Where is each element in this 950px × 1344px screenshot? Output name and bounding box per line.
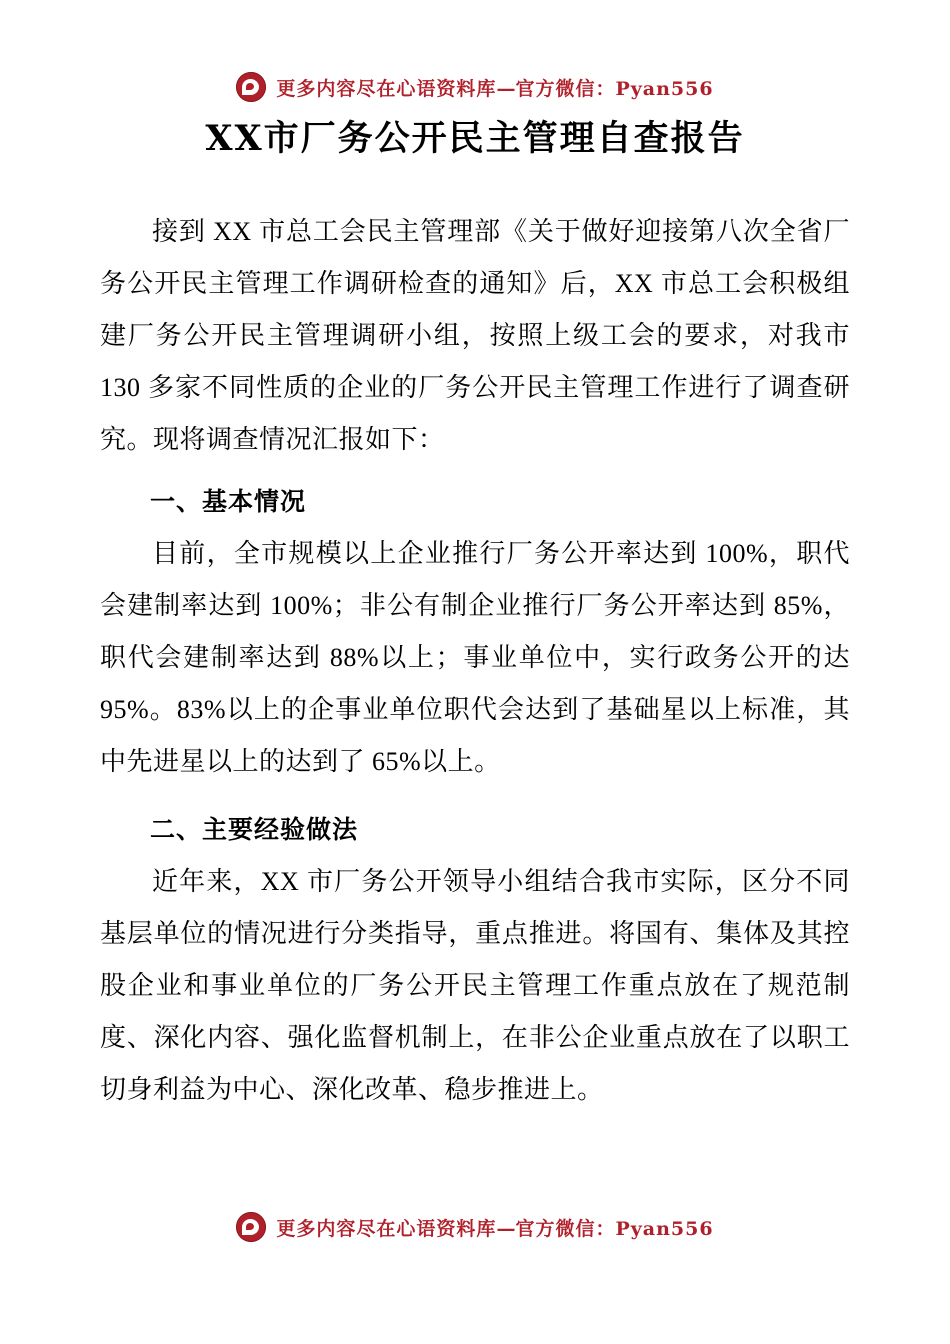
bird-logo-icon	[236, 1212, 266, 1242]
watermark-main-text: 更多内容尽在心语资料库	[276, 77, 497, 100]
section-heading-2: 二、主要经验做法	[150, 815, 359, 844]
watermark-separator: —	[496, 77, 516, 100]
watermark-tail-text: 官方微信：Pyan556	[515, 1217, 714, 1240]
watermark-top	[0, 72, 950, 102]
paragraph-intro: 接到 XX 市总工会民主管理部《关于做好迎接第八次全省厂务公开民主管理工作调研检查的通知》后，XX 市总工会积极组建厂务公开民主管理调研小组，按照上级工会的要求，对我市 130 多家不同性质的企业的厂务公开民主管理工作进行了调查研究。现将调查情况汇报如下：	[100, 217, 850, 454]
watermark-bottom	[0, 1212, 950, 1242]
watermark-top-text	[276, 74, 713, 101]
document-body	[100, 206, 850, 1116]
watermark-bottom-text	[276, 1214, 713, 1241]
watermark-tail-text: 官方微信：Pyan556	[515, 77, 714, 100]
page-title: XX市厂务公开民主管理自查报告	[205, 118, 745, 159]
watermark-main-text: 更多内容尽在心语资料库	[276, 1217, 497, 1240]
paragraph-section-1: 目前，全市规模以上企业推行厂务公开率达到 100%，职代会建制率达到 100%；非公有制企业推行厂务公开率达到 85%，职代会建制率达到 88%以上；事业单位中，实行政务公开的达 95%。83%以上的企事业单位职代会达到了基础星以上标准，其中先进星以上的达到了 65%以上。	[100, 539, 850, 776]
watermark-separator: —	[496, 1217, 516, 1240]
section-heading-1: 一、基本情况	[150, 487, 307, 516]
paragraph-section-2: 近年来，XX 市厂务公开领导小组结合我市实际，区分不同基层单位的情况进行分类指导，重点推进。将国有、集体及其控股企业和事业单位的厂务公开民主管理工作重点放在了规范制度、深化内容、强化监督机制上，在非公企业重点放在了以职工切身利益为中心、深化改革、稳步推进上。	[100, 867, 850, 1104]
bird-logo-icon	[236, 72, 266, 102]
